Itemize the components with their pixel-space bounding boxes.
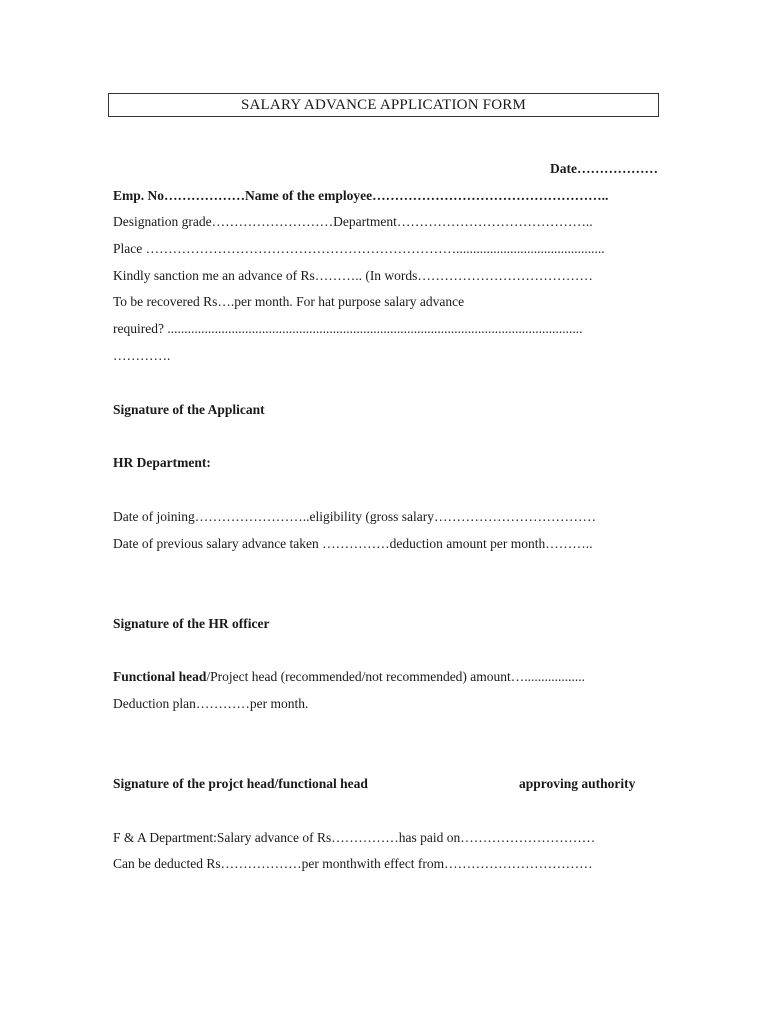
- purpose-continuation: ………….: [113, 348, 171, 363]
- recovery-field: To be recovered Rs….per month. For hat purpose salary advance: [113, 294, 465, 309]
- hr-department-heading: HR Department:: [113, 455, 211, 470]
- date-field: Date………………: [550, 161, 658, 176]
- fa-department-field: F & A Department:Salary advance of Rs……………has paid on…………………………: [113, 830, 596, 845]
- functional-head-label: Functional head: [113, 669, 207, 684]
- approving-authority-label: approving authority: [519, 776, 636, 791]
- signature-project-head-label: Signature of the projct head/functional head: [113, 776, 368, 791]
- purpose-field: required? ...........................................................................................................................: [113, 321, 583, 336]
- place-field: Place ……………………………………………………………............................................: [113, 241, 605, 256]
- joining-eligibility-field: Date of joining……………………..eligibility (gross salary………………………………: [113, 509, 596, 524]
- emp-no-name-field: Emp. No………………Name of the employee……………………………………………..: [113, 188, 609, 203]
- functional-head-text: /Project head (recommended/not recommended) amount…..................: [206, 669, 586, 684]
- designation-department-field: Designation grade………………………Department……………………………………..: [113, 214, 593, 229]
- functional-head-field: [113, 668, 658, 686]
- deduction-plan-field: Deduction plan…………per month.: [113, 696, 309, 711]
- signature-applicant-label: Signature of the Applicant: [113, 402, 265, 417]
- previous-advance-field: Date of previous salary advance taken ……………deduction amount per month………..: [113, 536, 593, 551]
- form-title: SALARY ADVANCE APPLICATION FORM: [108, 93, 659, 117]
- sanction-amount-field: Kindly sanction me an advance of Rs……….. (In words…………………………………: [113, 268, 593, 283]
- deduction-effect-field: Can be deducted Rs………………per monthwith effect from……………………………: [113, 856, 593, 871]
- signature-hr-officer-label: Signature of the HR officer: [113, 616, 270, 631]
